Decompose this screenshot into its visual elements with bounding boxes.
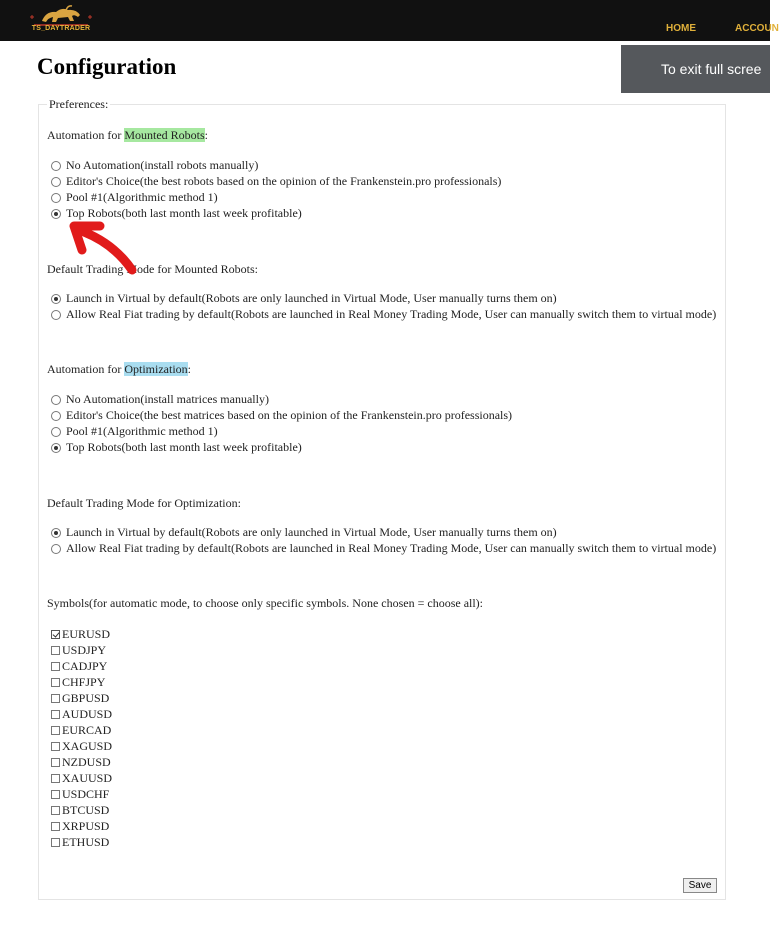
symbol-xauusd[interactable]: [51, 770, 112, 786]
symbol-usdchf[interactable]: [51, 786, 109, 802]
symbol-label: EURCAD: [62, 722, 112, 737]
symbol-checkbox[interactable]: [51, 694, 60, 703]
robots-automation-radio-none[interactable]: [51, 161, 61, 171]
robots-mode-radio-real[interactable]: [51, 310, 61, 320]
radio-label: Allow Real Fiat trading by default(Robots are launched in Real Money Trading Mode, User can manually switch them to virtual mode): [66, 307, 717, 321]
logo-text: TS_DAYTRADER: [31, 25, 91, 32]
radio-label: No Automation(install matrices manually): [66, 392, 269, 406]
symbol-checkbox[interactable]: [51, 678, 60, 687]
robots-automation-label: [47, 128, 208, 143]
symbol-audusd[interactable]: [51, 706, 112, 722]
symbol-usdjpy[interactable]: [51, 642, 106, 658]
symbol-checkbox[interactable]: [51, 790, 60, 799]
main-nav: [0, 23, 779, 37]
symbol-label: XAUUSD: [62, 770, 113, 785]
robots-automation-option-top[interactable]: [51, 206, 302, 221]
symbol-ethusd[interactable]: [51, 834, 109, 850]
preferences-legend: Preferences:: [49, 97, 109, 111]
top-navigation-bar: [0, 0, 779, 41]
radio-label: Editor's Choice(the best robots based on the opinion of the Frankenstein.pro professionals): [66, 174, 502, 188]
robots-mode-option-virtual[interactable]: [51, 291, 557, 306]
symbol-label: ETHUSD: [62, 834, 110, 849]
robots-automation-radio-top[interactable]: [51, 209, 61, 219]
symbol-checkbox[interactable]: [51, 742, 60, 751]
symbol-chfjpy[interactable]: [51, 674, 105, 690]
radio-label: Launch in Virtual by default(Robots are only launched in Virtual Mode, User manually turns them on): [66, 525, 557, 539]
optimization-automation-label: [47, 362, 191, 377]
radio-label: Top Robots(both last month last week profitable): [66, 206, 302, 220]
symbol-label: CHFJPY: [62, 674, 106, 689]
robots-automation-radio-editors[interactable]: [51, 177, 61, 187]
optimization-automation-label-highlight: Optimization: [124, 362, 188, 376]
symbols-label: Symbols(for automatic mode, to choose only specific symbols. None chosen = choose all):: [47, 596, 484, 610]
fullscreen-exit-notice: To exit full scree: [621, 45, 770, 93]
symbol-checkbox[interactable]: [51, 774, 60, 783]
red-arrow-icon: [70, 222, 140, 276]
robots-mode-radio-virtual[interactable]: [51, 294, 61, 304]
symbol-label: EURUSD: [62, 626, 111, 641]
robots-automation-option-editors[interactable]: [51, 174, 501, 189]
robots-automation-label-prefix: Automation for: [47, 128, 125, 142]
robots-automation-radio-pool1[interactable]: [51, 193, 61, 203]
symbol-checkbox[interactable]: [51, 822, 60, 831]
symbol-label: BTCUSD: [62, 802, 110, 817]
symbol-label: CADJPY: [62, 658, 108, 673]
symbol-nzdusd[interactable]: [51, 754, 111, 770]
symbol-xagusd[interactable]: [51, 738, 112, 754]
symbol-btcusd[interactable]: [51, 802, 109, 818]
symbol-checkbox[interactable]: [51, 758, 60, 767]
symbol-checkbox[interactable]: [51, 646, 60, 655]
optimization-mode-radio-virtual[interactable]: [51, 528, 61, 538]
optimization-automation-option-editors[interactable]: [51, 408, 512, 423]
optimization-automation-radio-editors[interactable]: [51, 411, 61, 421]
optimization-automation-radio-none[interactable]: [51, 395, 61, 405]
optimization-mode-label: Default Trading Mode for Optimization:: [47, 496, 241, 510]
symbol-label: XRPUSD: [62, 818, 110, 833]
symbol-label: USDCHF: [62, 786, 110, 801]
symbol-xrpusd[interactable]: [51, 818, 109, 834]
robots-automation-label-highlight: Mounted Robots: [124, 128, 205, 142]
optimization-automation-radio-pool1[interactable]: [51, 427, 61, 437]
preferences-fieldset: [38, 97, 726, 900]
robots-mode-option-real[interactable]: [51, 307, 716, 322]
page-title: Configuration: [37, 54, 177, 79]
robots-automation-option-pool1[interactable]: [51, 190, 218, 205]
symbol-label: XAGUSD: [62, 738, 113, 753]
symbol-label: NZDUSD: [62, 754, 111, 769]
symbol-label: USDJPY: [62, 642, 107, 657]
nav-home-link[interactable]: HOME: [666, 23, 696, 34]
nav-account-link[interactable]: ACCOUN: [735, 23, 779, 34]
symbol-eurusd[interactable]: [51, 626, 110, 642]
optimization-automation-option-pool1[interactable]: [51, 424, 218, 439]
radio-label: Allow Real Fiat trading by default(Robots are launched in Real Money Trading Mode, User can manually switch them to virtual mode): [66, 541, 717, 555]
symbol-eurcad[interactable]: [51, 722, 111, 738]
radio-label: Pool #1(Algorithmic method 1): [66, 190, 218, 204]
symbol-checkbox[interactable]: [51, 662, 60, 671]
symbol-cadjpy[interactable]: [51, 658, 107, 674]
radio-label: Top Robots(both last month last week profitable): [66, 440, 302, 454]
robots-mode-label: Default Trading Mode for Mounted Robots:: [47, 262, 258, 276]
optimization-mode-radio-real[interactable]: [51, 544, 61, 554]
radio-label: Pool #1(Algorithmic method 1): [66, 424, 218, 438]
radio-label: Launch in Virtual by default(Robots are only launched in Virtual Mode, User manually turns them on): [66, 291, 557, 305]
optimization-automation-label-suffix: :: [187, 362, 191, 376]
symbol-label: GBPUSD: [62, 690, 110, 705]
radio-label: No Automation(install robots manually): [66, 158, 259, 172]
symbol-checkbox[interactable]: [51, 838, 60, 847]
symbol-checkbox[interactable]: [51, 710, 60, 719]
optimization-automation-option-top[interactable]: [51, 440, 302, 455]
optimization-automation-label-prefix: Automation for: [47, 362, 125, 376]
optimization-automation-radio-top[interactable]: [51, 443, 61, 453]
optimization-mode-option-real[interactable]: [51, 541, 716, 556]
radio-label: Editor's Choice(the best matrices based on the opinion of the Frankenstein.pro professionals): [66, 408, 513, 422]
symbol-checkbox[interactable]: [51, 726, 60, 735]
optimization-automation-option-none[interactable]: [51, 392, 269, 407]
optimization-mode-option-virtual[interactable]: [51, 525, 557, 540]
save-button[interactable]: Save: [683, 878, 717, 893]
symbol-label: AUDUSD: [62, 706, 113, 721]
symbol-gbpusd[interactable]: [51, 690, 109, 706]
symbol-checkbox[interactable]: [51, 806, 60, 815]
robots-automation-option-none[interactable]: [51, 158, 258, 173]
symbol-checkbox[interactable]: [51, 630, 60, 639]
robots-automation-label-suffix: :: [204, 128, 209, 142]
